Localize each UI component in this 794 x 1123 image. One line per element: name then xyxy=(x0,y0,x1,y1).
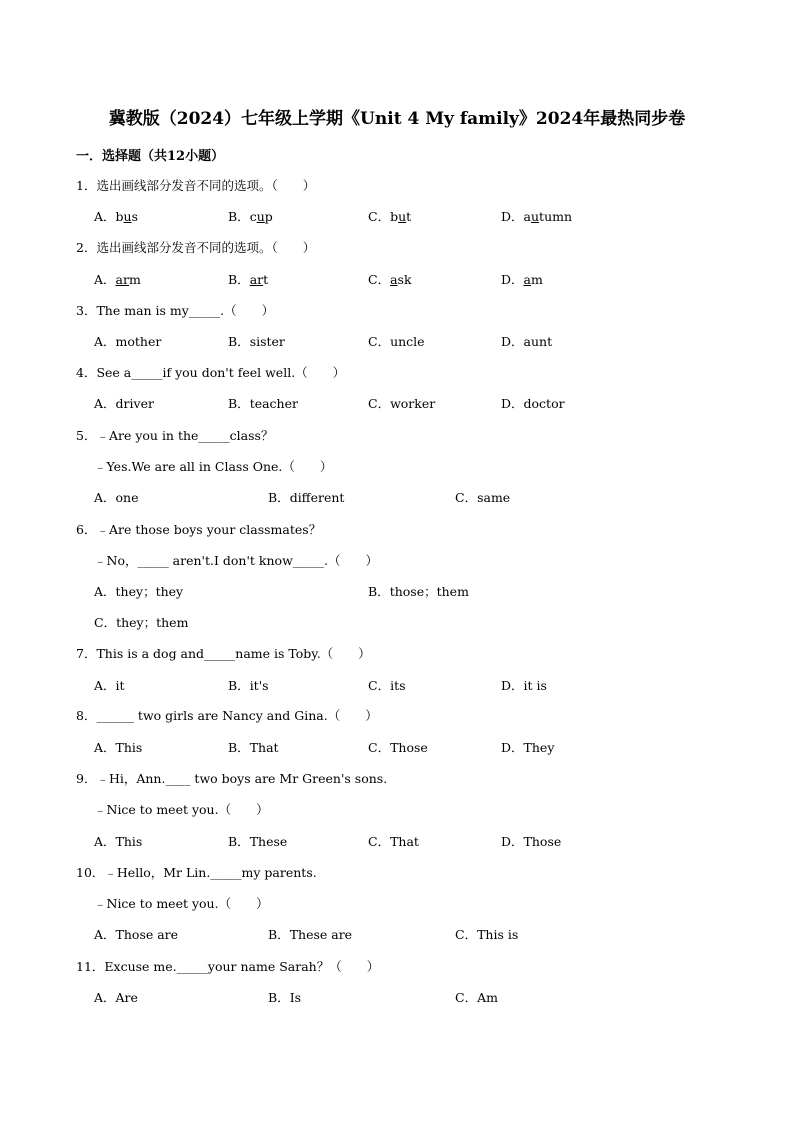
option-b[interactable]: B．art xyxy=(228,272,269,287)
question-number: 6． xyxy=(76,522,97,537)
question-text: ﹣Hello，Mr Lin._____my parents. xyxy=(104,865,317,880)
option-b[interactable]: B．teacher xyxy=(228,396,298,411)
option-b[interactable]: B．These are xyxy=(268,927,353,942)
question-line-2: ﹣Nice to meet you.（ ） xyxy=(94,802,269,817)
question-1 xyxy=(76,176,315,194)
question-number: 10． xyxy=(76,865,105,880)
option-c[interactable]: C．they；them xyxy=(94,615,189,630)
question-10 xyxy=(76,863,317,881)
option-c[interactable]: C．This is xyxy=(455,927,519,942)
question-text: ﹣Are you in the_____class？ xyxy=(96,428,274,443)
question-number: 11． xyxy=(76,959,105,974)
option-c[interactable]: C．but xyxy=(368,209,412,224)
option-d[interactable]: D．They xyxy=(501,740,555,755)
option-d[interactable]: D．doctor xyxy=(501,396,565,411)
option-c[interactable]: C．ask xyxy=(368,272,412,287)
question-number: 5． xyxy=(76,428,97,443)
question-number: 3． xyxy=(76,303,97,318)
question-number: 9． xyxy=(76,771,97,786)
question-text: 选出画线部分发音不同的选项。（ ） xyxy=(96,178,316,193)
option-c[interactable]: C．That xyxy=(368,834,419,849)
option-a[interactable]: A．they；they xyxy=(94,584,184,599)
option-b[interactable]: B．Is xyxy=(268,990,302,1005)
option-a[interactable]: A．This xyxy=(94,740,143,755)
page-title: 冀教版（2024）七年级上学期《Unit 4 My family》2024年最热同步卷 xyxy=(108,109,686,129)
question-text: See a_____if you don't feel well.（ ） xyxy=(96,365,346,380)
option-a[interactable]: A．driver xyxy=(94,396,154,411)
question-4 xyxy=(76,363,345,381)
option-a[interactable]: A．it xyxy=(94,678,125,693)
question-5 xyxy=(76,426,273,444)
question-7 xyxy=(76,644,371,662)
option-a[interactable]: A．one xyxy=(94,490,139,505)
option-d[interactable]: D．autumn xyxy=(501,209,573,224)
question-text: The man is my_____.（ ） xyxy=(96,303,275,318)
option-a[interactable]: A．This xyxy=(94,834,143,849)
option-a[interactable]: A．arm xyxy=(94,272,141,287)
option-d[interactable]: D．am xyxy=(501,272,543,287)
section-heading: 一．选择题（共12小题） xyxy=(76,149,225,164)
question-text: ______ two girls are Nancy and Gina.（ ） xyxy=(96,708,378,723)
option-b[interactable]: B．cup xyxy=(228,209,273,224)
option-d[interactable]: D．it is xyxy=(501,678,547,693)
question-8 xyxy=(76,706,378,724)
option-b[interactable]: B．it's xyxy=(228,678,269,693)
option-b[interactable]: B．These xyxy=(228,834,288,849)
option-c[interactable]: C．Am xyxy=(455,990,498,1005)
question-number: 4． xyxy=(76,365,97,380)
question-3 xyxy=(76,301,274,319)
question-line-2: ﹣Yes.We are all in Class One.（ ） xyxy=(94,459,333,474)
question-text: Excuse me._____your name Sarah？（ ） xyxy=(104,959,380,974)
question-9 xyxy=(76,769,387,787)
question-line-2: ﹣No，_____ aren't.I don't know_____.（ ） xyxy=(94,553,378,568)
option-c[interactable]: C．Those xyxy=(368,740,428,755)
option-c[interactable]: C．its xyxy=(368,678,406,693)
option-c[interactable]: C．same xyxy=(455,490,511,505)
question-text: ﹣Hi，Ann.____ two boys are Mr Green's sons. xyxy=(96,771,388,786)
option-a[interactable]: A．Those are xyxy=(94,927,179,942)
option-c[interactable]: C．worker xyxy=(368,396,436,411)
option-d[interactable]: D．aunt xyxy=(501,334,553,349)
option-a[interactable]: A．Are xyxy=(94,990,138,1005)
question-text: This is a dog and_____name is Toby.（ ） xyxy=(96,646,371,661)
question-2 xyxy=(76,238,315,256)
option-a[interactable]: A．mother xyxy=(94,334,162,349)
option-b[interactable]: B．those；them xyxy=(368,584,469,599)
option-b[interactable]: B．different xyxy=(268,490,345,505)
question-text: 选出画线部分发音不同的选项。（ ） xyxy=(96,240,316,255)
question-line-2: ﹣Nice to meet you.（ ） xyxy=(94,896,269,911)
question-number: 2． xyxy=(76,240,97,255)
option-b[interactable]: B．That xyxy=(228,740,279,755)
question-number: 8． xyxy=(76,708,97,723)
question-number: 7． xyxy=(76,646,97,661)
option-a[interactable]: A．bus xyxy=(94,209,139,224)
option-d[interactable]: D．Those xyxy=(501,834,562,849)
option-c[interactable]: C．uncle xyxy=(368,334,425,349)
question-11 xyxy=(76,957,379,975)
question-text: ﹣Are those boys your classmates？ xyxy=(96,522,322,537)
option-b[interactable]: B．sister xyxy=(228,334,285,349)
question-number: 1． xyxy=(76,178,97,193)
question-6 xyxy=(76,520,321,538)
